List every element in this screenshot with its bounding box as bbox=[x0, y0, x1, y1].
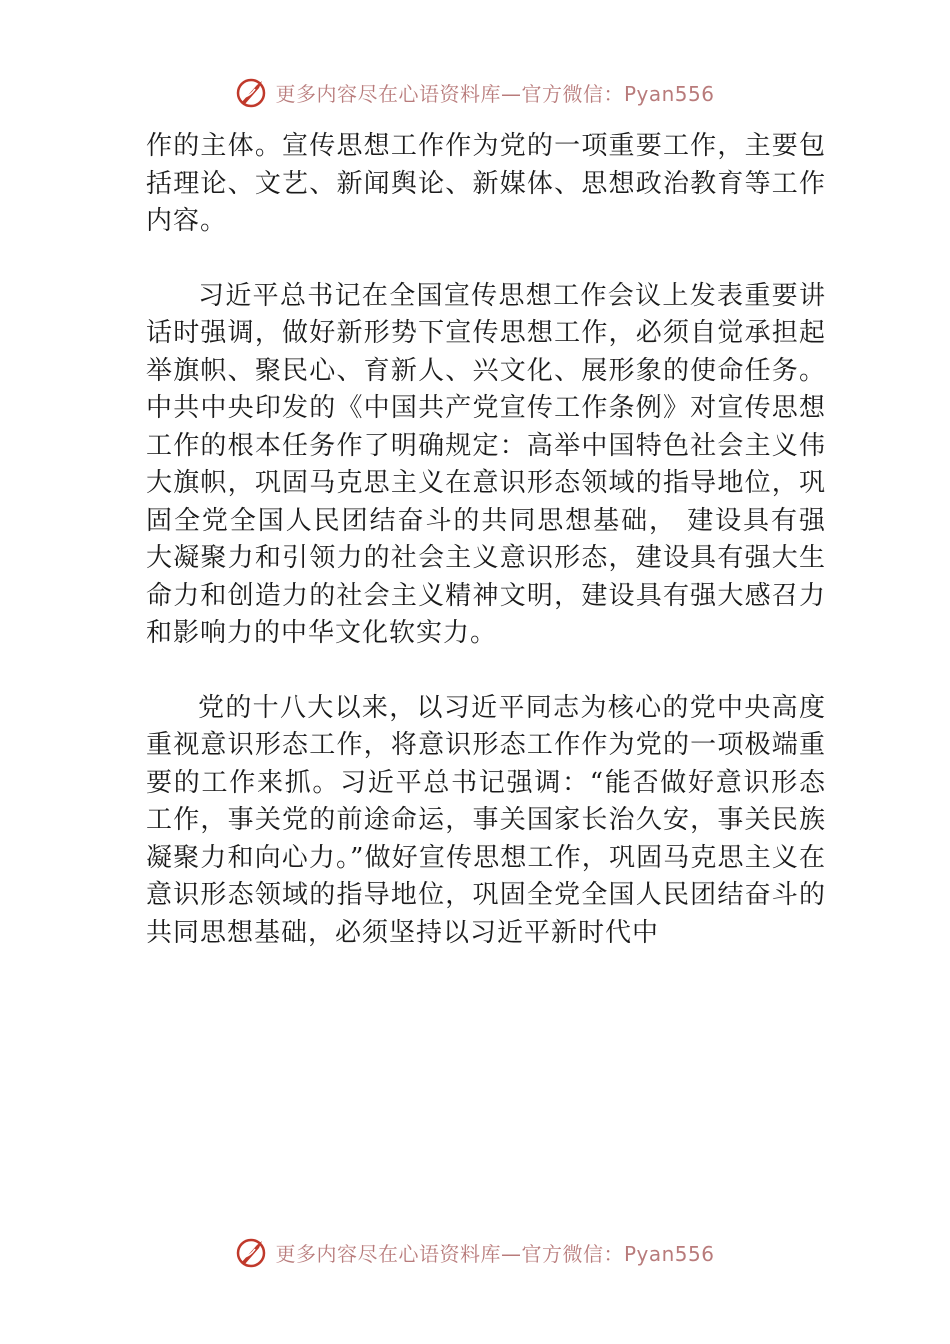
document-body bbox=[146, 128, 826, 952]
header-banner bbox=[0, 72, 950, 112]
paragraph-2: 习近平总书记在全国宣传思想工作会议上发表重要讲话时强调，做好新形势下宣传思想工作，必须自觉承担起举旗帜、聚民心、育新人、兴文化、展形象的使命任务。中共中央印发的《中国共产党宣传工作条例》对宣传思想工作的根本任务作了明确规定：高举中国特色社会主义伟大旗帜，巩固马克思主义在意识形态领域的指导地位，巩固全党全国人民团结奋斗的共同思想基础， 建设具有强大凝聚力和引领力的社会主义意识形态，建设具有强大生命力和创造力的社会主义精神文明，建设具有强大感召力和影响力的中华文化软实力。 bbox=[146, 280, 826, 648]
footer-banner-text: 更多内容尽在心语资料库—官方微信：Pyan556 bbox=[275, 1241, 715, 1266]
header-banner-text: 更多内容尽在心语资料库—官方微信：Pyan556 bbox=[275, 81, 715, 106]
paragraph-3: 党的十八大以来，以习近平同志为核心的党中央高度重视意识形态工作，将意识形态工作作为党的一项极端重要的工作来抓。习近平总书记强调：“能否做好意识形态工作，事关党的前途命运，事关国家长治久安，事关民族凝聚力和向心力。”做好宣传思想工作，巩固马克思主义在意识形态领域的指导地位，巩固全党全国人民团结奋斗的共同思想基础，必须坚持以习近平新时代中 bbox=[146, 692, 826, 948]
footer-banner bbox=[0, 1232, 950, 1272]
pen-logo-icon bbox=[235, 75, 269, 109]
paragraph-1: 作的主体。宣传思想工作作为党的一项重要工作，主要包括理论、文艺、新闻舆论、新媒体、思想政治教育等工作内容。 bbox=[146, 131, 826, 236]
pen-logo-icon bbox=[235, 1235, 269, 1269]
